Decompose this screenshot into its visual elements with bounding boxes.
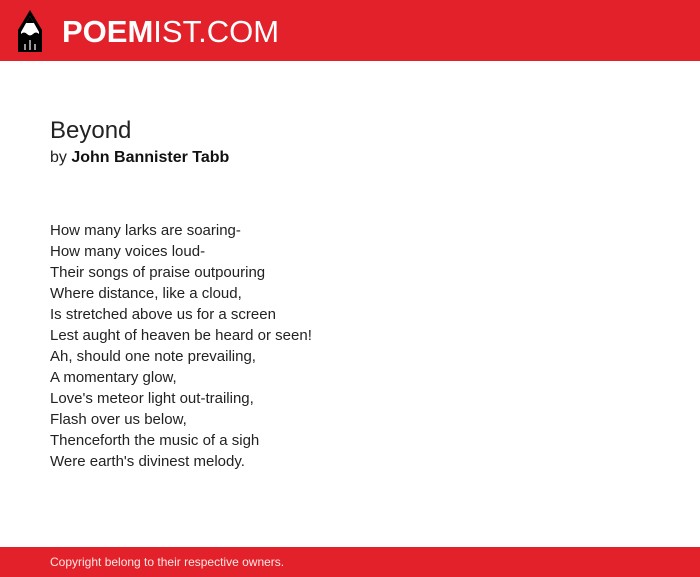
poem-title: Beyond xyxy=(50,117,132,144)
site-logo-link[interactable] xyxy=(18,9,279,53)
site-header xyxy=(0,0,700,61)
poem-line: Love's meteor light out-trailing, xyxy=(50,390,254,407)
author-link[interactable]: John Bannister Tabb xyxy=(71,149,230,166)
byline-prefix: by xyxy=(50,149,67,166)
poem-line: Flash over us below, xyxy=(50,411,187,428)
copyright-text: Copyright belong to their respective owners. xyxy=(50,555,285,569)
poem-line: Is stretched above us for a screen xyxy=(50,306,276,323)
site-logo-text xyxy=(62,13,280,49)
poem-body xyxy=(50,220,650,472)
poem-line: Were earth's divinest melody. xyxy=(50,453,245,470)
poem-line: Thenceforth the music of a sigh xyxy=(50,432,260,449)
site-footer xyxy=(0,547,700,577)
poem-line: Lest aught of heaven be heard or seen! xyxy=(50,327,312,344)
poem-line: A momentary glow, xyxy=(50,369,177,386)
logo-text-light: IST.COM xyxy=(153,13,280,49)
pencil-icon xyxy=(18,10,42,52)
poem-line: How many larks are soaring- xyxy=(50,222,241,239)
poem-line: How many voices loud- xyxy=(50,243,206,260)
poem-byline xyxy=(50,147,650,169)
poem-line: Their songs of praise outpouring xyxy=(50,264,266,281)
logo-text-bold: POEM xyxy=(62,13,154,49)
poem-line: Ah, should one note prevailing, xyxy=(50,348,256,365)
poem-line: Where distance, like a cloud, xyxy=(50,285,242,302)
poem-container xyxy=(50,115,650,472)
